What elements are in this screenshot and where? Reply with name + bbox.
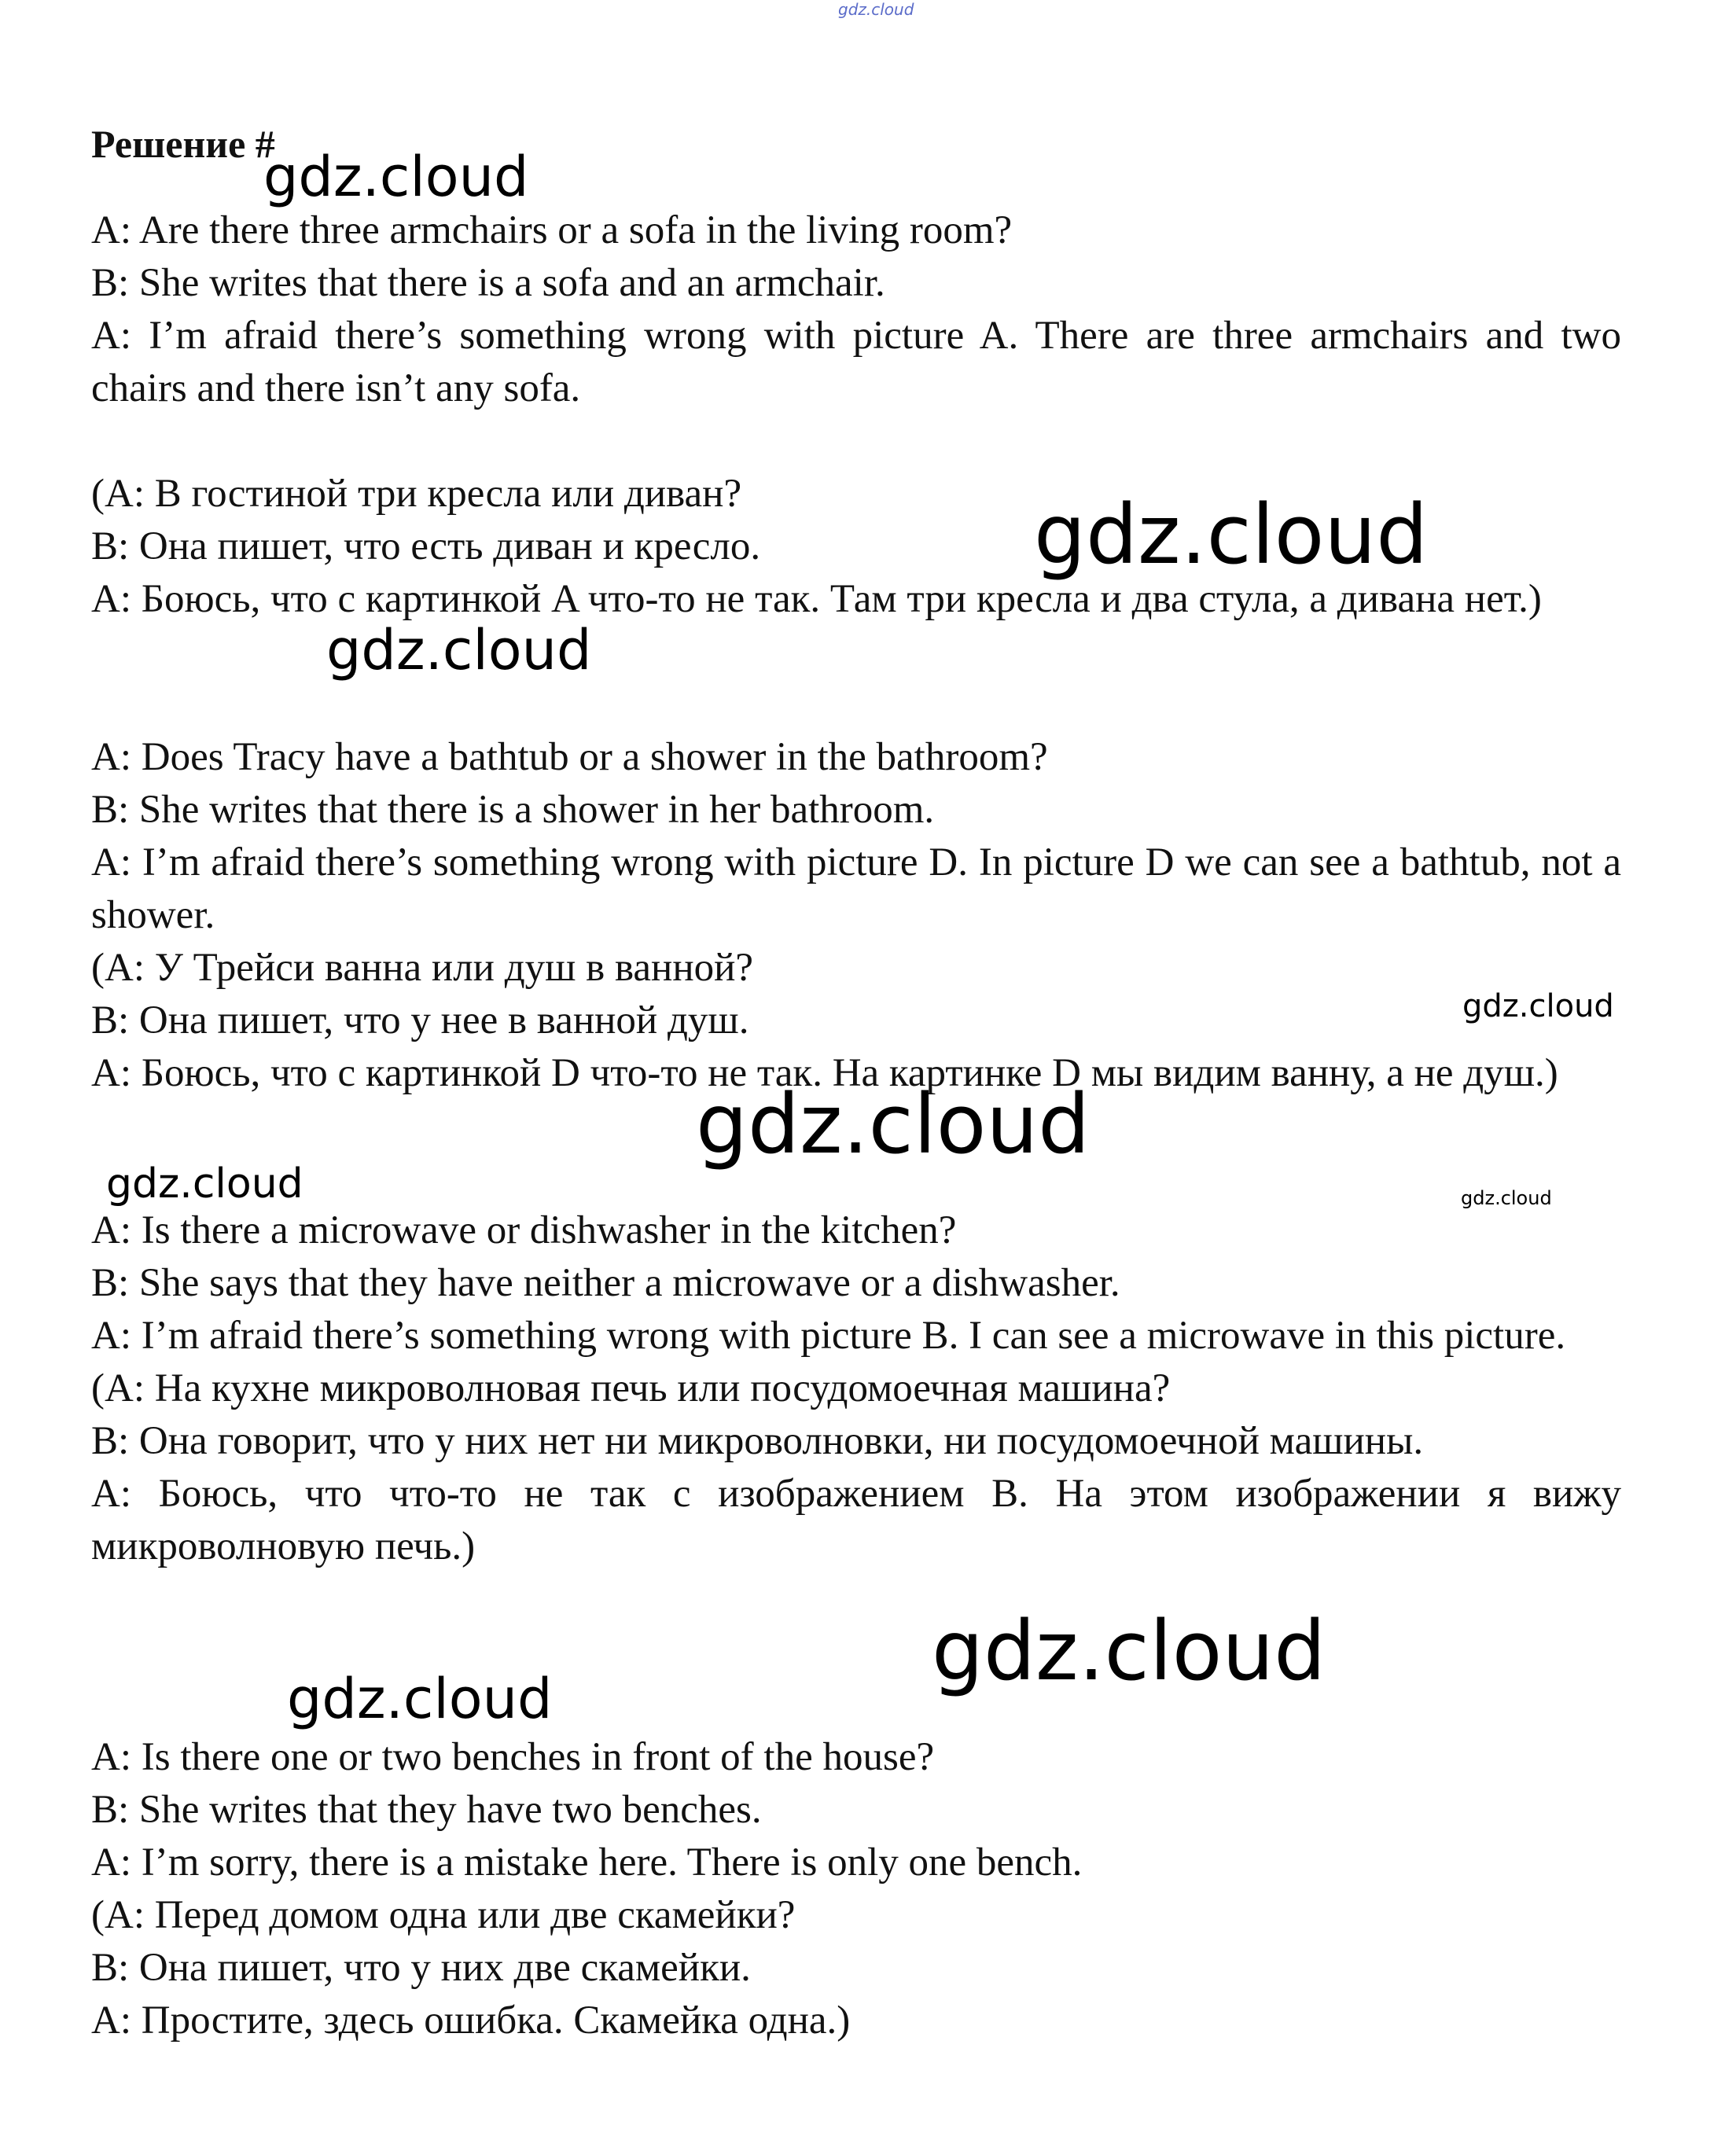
dialogue-line: A: Боюсь, что что-то не так с изображением B. На этом изображении я вижу микроволновую печь.): [91, 1472, 1621, 1568]
dialogue-line: A: Are there three armchairs or a sofa in the living room?: [91, 208, 1013, 252]
dialogue-line: A: Боюсь, что с картинкой D что-то не так. На картинке D мы видим ванну, а не душ.): [91, 1051, 1558, 1095]
dialogue-line: B: She writes that they have two benches.: [91, 1788, 762, 1832]
dialogue-line: B: She says that they have neither a microwave or a dishwasher.: [91, 1261, 1120, 1305]
section-1-english: [91, 204, 1621, 415]
dialogue-line: B: Она пишет, что у нее в ванной душ.: [91, 998, 749, 1042]
watermark: gdz.cloud: [287, 1667, 553, 1731]
dialogue-line: A: I’m sorry, there is a mistake here. There is only one bench.: [91, 1840, 1083, 1884]
dialogue-line: (A: В гостиной три кресла или диван?: [91, 472, 742, 516]
watermark-top: gdz.cloud: [838, 0, 914, 19]
dialogue-line: B: Она говорит, что у них нет ни микроволновки, ни посудомоечной машины.: [91, 1419, 1424, 1463]
dialogue-line: A: Боюсь, что с картинкой A что-то не так. Там три кресла и два стула, а дивана нет.): [91, 577, 1542, 621]
section-2: [91, 731, 1621, 1100]
dialogue-line: B: Она пишет, что есть диван и кресло.: [91, 524, 761, 568]
dialogue-line: A: I’m afraid there’s something wrong with picture A. There are three armchairs and two chairs and there isn’t any sofa.: [91, 314, 1621, 410]
dialogue-line: (A: Перед домом одна или две скамейки?: [91, 1893, 796, 1937]
dialogue-line: A: Простите, здесь ошибка. Скамейка одна.): [91, 1998, 851, 2043]
dialogue-line: A: I’m afraid there’s something wrong with picture D. In picture D we can see a bathtub, not a shower.: [91, 840, 1621, 937]
dialogue-line: A: I’m afraid there’s something wrong with picture B. I can see a microwave in this picture.: [91, 1314, 1566, 1358]
watermark: gdz.cloud: [263, 145, 529, 209]
dialogue-line: B: She writes that there is a shower in her bathroom.: [91, 788, 935, 832]
dialogue-line: B: Она пишет, что у них две скамейки.: [91, 1946, 751, 1990]
dialogue-line: A: Is there a microwave or dishwasher in the kitchen?: [91, 1208, 957, 1252]
dialogue-line: (A: На кухне микроволновая печь или посудомоечная машина?: [91, 1366, 1171, 1410]
watermark: gdz.cloud: [696, 1076, 1091, 1172]
watermark: gdz.cloud: [1462, 988, 1614, 1024]
dialogue-line: (A: У Трейси ванна или душ в ванной?: [91, 946, 754, 990]
watermark: gdz.cloud: [932, 1603, 1326, 1699]
watermark: gdz.cloud: [1461, 1187, 1552, 1209]
watermark: gdz.cloud: [106, 1160, 303, 1208]
section-3: [91, 1204, 1621, 1573]
dialogue-line: A: Does Tracy have a bathtub or a shower in the bathroom?: [91, 735, 1048, 779]
page-title: Решение #: [91, 122, 275, 166]
watermark: gdz.cloud: [326, 618, 592, 682]
dialogue-line: A: Is there one or two benches in front of the house?: [91, 1735, 935, 1779]
watermark: gdz.cloud: [1034, 487, 1429, 583]
section-4: [91, 1731, 1621, 2047]
dialogue-line: B: She writes that there is a sofa and an armchair.: [91, 261, 885, 305]
